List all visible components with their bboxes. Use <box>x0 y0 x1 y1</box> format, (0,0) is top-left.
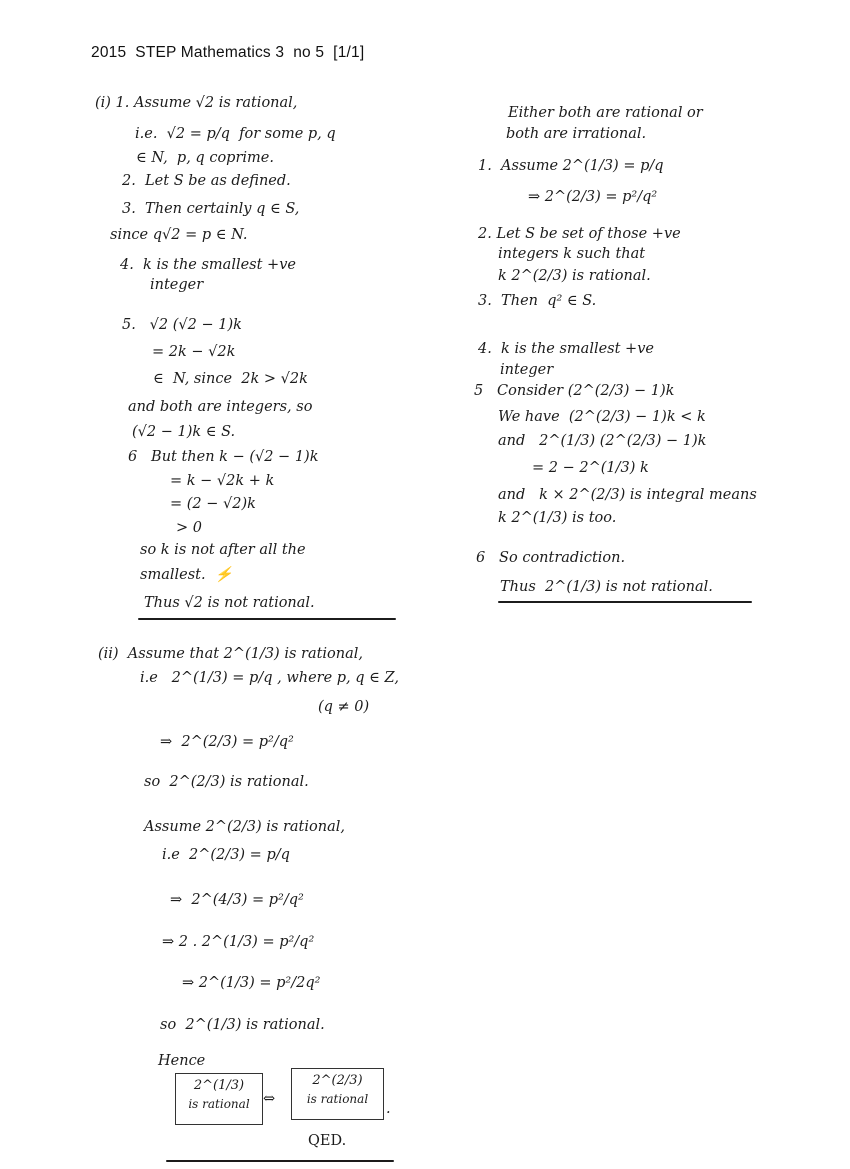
right-line-12: We have (2^(2/3) − 1)k < k <box>498 409 706 425</box>
left-line-6: since q√2 = p ∈ N. <box>110 227 248 243</box>
underline-part-i <box>138 618 396 620</box>
box-left-label: is rational <box>188 1097 250 1111</box>
left-line-23: (q ≠ 0) <box>318 699 370 715</box>
left-line-18: so k is not after all the <box>140 542 306 558</box>
left-line-26: Assume 2^(2/3) is rational, <box>144 819 345 835</box>
left-line-20: Thus √2 is not rational. <box>144 595 315 611</box>
left-line-12: and both are integers, so <box>128 399 313 415</box>
box-tail-period: . <box>386 1101 391 1117</box>
right-line-16: k 2^(1/3) is too. <box>498 510 617 526</box>
underline-part-ii <box>166 1160 394 1162</box>
right-line-2: both are irrational. <box>506 126 647 142</box>
qed-mark: QED. <box>308 1133 347 1149</box>
right-line-15: and k × 2^(2/3) is integral means <box>498 487 757 503</box>
right-line-14: = 2 − 2^(1/3) k <box>532 460 649 476</box>
right-line-18: Thus 2^(1/3) is not rational. <box>500 579 713 595</box>
equivalence-arrow: ⇔ <box>263 1091 276 1107</box>
left-line-14: 6 But then k − (√2 − 1)k <box>128 449 319 465</box>
left-line-5: 3. Then certainly q ∈ S, <box>122 201 300 217</box>
left-line-22: i.e 2^(1/3) = p/q , where p, q ∈ Z, <box>140 670 399 686</box>
rational-box-square-of-cube-root <box>291 1068 384 1120</box>
right-line-10: integer <box>500 362 554 378</box>
left-line-10: = 2k − √2k <box>152 344 236 360</box>
box-left-expr: 2^(1/3) <box>193 1078 245 1093</box>
left-line-29: ⇒ 2 . 2^(1/3) = p²/q² <box>162 934 315 950</box>
right-line-11: 5 Consider (2^(2/3) − 1)k <box>474 383 675 399</box>
left-line-9: 5. √2 (√2 − 1)k <box>122 317 242 333</box>
left-line-17: > 0 <box>176 520 202 536</box>
left-line-1: (i) 1. Assume √2 is rational, <box>95 95 298 111</box>
box-right-label: is rational <box>306 1092 369 1106</box>
box-right-expr: 2^(2/3) <box>312 1073 363 1088</box>
right-line-9: 4. k is the smallest +ve <box>478 341 654 357</box>
left-line-11: ∈ N, since 2k > √2k <box>153 371 308 387</box>
left-line-3: ∈ N, p, q coprime. <box>136 150 274 166</box>
left-line-31: so 2^(1/3) is rational. <box>160 1017 325 1033</box>
rational-box-cube-root <box>175 1073 263 1125</box>
right-line-17: 6 So contradiction. <box>476 550 626 566</box>
right-line-1: Either both are rational or <box>508 105 703 121</box>
left-line-27: i.e 2^(2/3) = p/q <box>162 847 290 863</box>
left-line-16: = (2 − √2)k <box>170 496 256 512</box>
left-line-7: 4. k is the smallest +ve <box>120 257 296 273</box>
left-line-21: (ii) Assume that 2^(1/3) is rational, <box>98 646 364 662</box>
right-line-3: 1. Assume 2^(1/3) = p/q <box>478 158 664 174</box>
left-line-8: integer <box>150 277 204 293</box>
left-line-15: = k − √2k + k <box>170 473 275 489</box>
left-line-19: smallest. ⚡ <box>140 567 233 583</box>
underline-right-conclusion <box>498 601 752 603</box>
right-line-4: ⇒ 2^(2/3) = p²/q² <box>528 189 658 205</box>
left-line-4: 2. Let S be as defined. <box>122 173 291 189</box>
left-line-2: i.e. √2 = p/q for some p, q <box>135 126 336 142</box>
right-line-8: 3. Then q² ∈ S. <box>478 293 597 309</box>
left-line-32: Hence <box>158 1053 206 1069</box>
right-line-5: 2. Let S be set of those +ve <box>478 226 681 242</box>
right-line-7: k 2^(2/3) is rational. <box>498 268 651 284</box>
right-line-6: integers k such that <box>498 246 646 262</box>
page-header: 2015 STEP Mathematics 3 no 5 [1/1] <box>91 44 365 61</box>
right-line-13: and 2^(1/3) (2^(2/3) − 1)k <box>498 433 707 449</box>
left-line-28: ⇒ 2^(4/3) = p²/q² <box>170 892 304 908</box>
left-line-30: ⇒ 2^(1/3) = p²/2q² <box>182 975 321 991</box>
left-line-24: ⇒ 2^(2/3) = p²/q² <box>160 734 294 750</box>
left-line-13: (√2 − 1)k ∈ S. <box>132 424 236 440</box>
left-line-25: so 2^(2/3) is rational. <box>144 774 309 790</box>
